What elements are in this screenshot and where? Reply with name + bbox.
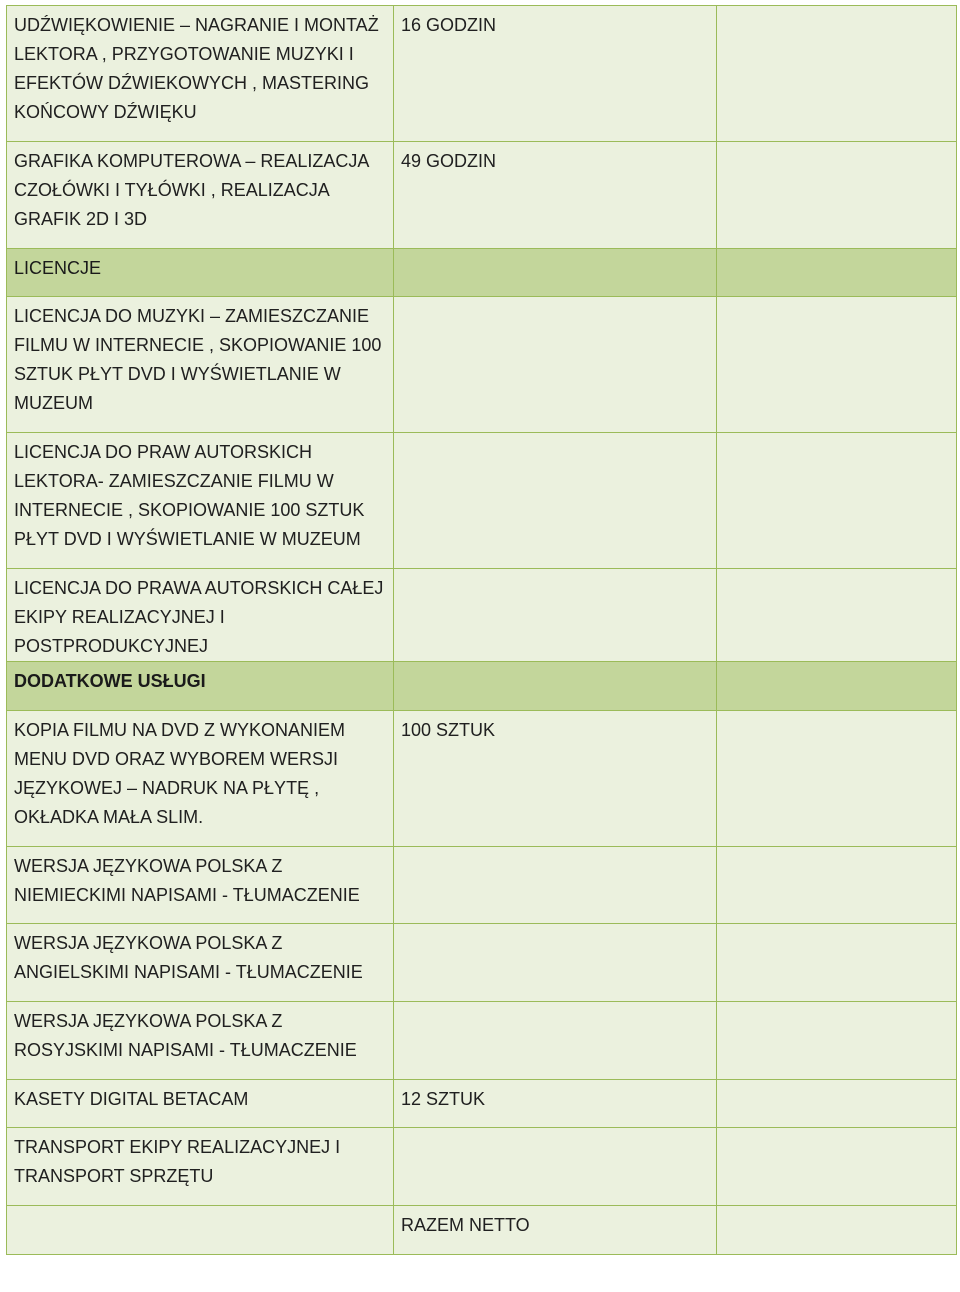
section-title: LICENCJE — [7, 249, 394, 297]
section-row-dodatkowe-uslugi — [7, 662, 957, 711]
quantity-cell: 49 GODZIN — [394, 142, 717, 249]
quantity-cell — [394, 1128, 717, 1206]
price-cell — [717, 1080, 957, 1128]
description-cell: WERSJA JĘZYKOWA POLSKA Z ROSYJSKIMI NAPISAMI - TŁUMACZENIE — [7, 1002, 394, 1080]
quantity-cell — [394, 924, 717, 1002]
table-row — [7, 433, 957, 569]
total-value — [717, 1206, 957, 1255]
description-cell: LICENCJA DO PRAWA AUTORSKICH CAŁEJ EKIPY REALIZACYJNEJ I POSTPRODUKCYJNEJ — [7, 569, 394, 662]
description-cell: TRANSPORT EKIPY REALIZACYJNEJ I TRANSPORT SPRZĘTU — [7, 1128, 394, 1206]
description-cell: GRAFIKA KOMPUTEROWA – REALIZACJA CZOŁÓWKI I TYŁÓWKI , REALIZACJA GRAFIK 2D I 3D — [7, 142, 394, 249]
description-cell: LICENCJA DO PRAW AUTORSKICH LEKTORA- ZAMIESZCZANIE FILMU W INTERNECIE , SKOPIOWANIE 100 SZTUK PŁYT DVD I WYŚWIETLANIE W MUZEUM — [7, 433, 394, 569]
quantity-cell: 12 SZTUK — [394, 1080, 717, 1128]
quantity-cell — [394, 569, 717, 662]
price-cell — [717, 297, 957, 433]
table-row — [7, 1080, 957, 1128]
quantity-cell — [394, 1002, 717, 1080]
price-cell — [717, 1002, 957, 1080]
cost-estimate-table — [6, 5, 957, 1255]
table-row — [7, 711, 957, 847]
table-row — [7, 569, 957, 662]
cost-estimate-table-body — [7, 6, 957, 1255]
quantity-cell — [394, 249, 717, 297]
price-cell — [717, 847, 957, 924]
price-cell — [717, 6, 957, 142]
quantity-cell: 16 GODZIN — [394, 6, 717, 142]
description-cell: KASETY DIGITAL BETACAM — [7, 1080, 394, 1128]
quantity-cell — [394, 433, 717, 569]
section-row-licencje — [7, 249, 957, 297]
price-cell — [717, 711, 957, 847]
price-cell — [717, 142, 957, 249]
price-cell — [717, 433, 957, 569]
table-row — [7, 142, 957, 249]
price-cell — [717, 924, 957, 1002]
price-cell — [717, 1128, 957, 1206]
quantity-cell — [394, 847, 717, 924]
quantity-cell: 100 SZTUK — [394, 711, 717, 847]
table-row — [7, 847, 957, 924]
price-cell — [717, 662, 957, 711]
description-cell — [7, 1206, 394, 1255]
quantity-cell — [394, 662, 717, 711]
price-cell — [717, 249, 957, 297]
total-label: RAZEM NETTO — [394, 1206, 717, 1255]
table-row — [7, 924, 957, 1002]
price-cell — [717, 569, 957, 662]
table-row — [7, 1002, 957, 1080]
description-cell: WERSJA JĘZYKOWA POLSKA Z NIEMIECKIMI NAPISAMI - TŁUMACZENIE — [7, 847, 394, 924]
description-cell: WERSJA JĘZYKOWA POLSKA Z ANGIELSKIMI NAPISAMI - TŁUMACZENIE — [7, 924, 394, 1002]
description-cell: UDŹWIĘKOWIENIE – NAGRANIE I MONTAŻ LEKTORA , PRZYGOTOWANIE MUZYKI I EFEKTÓW DŹWIEKOWYCH , MASTERING KOŃCOWY DŹWIĘKU — [7, 6, 394, 142]
description-cell: KOPIA FILMU NA DVD Z WYKONANIEM MENU DVD ORAZ WYBOREM WERSJI JĘZYKOWEJ – NADRUK NA PŁYTĘ , OKŁADKA MAŁA SLIM. — [7, 711, 394, 847]
description-cell: LICENCJA DO MUZYKI – ZAMIESZCZANIE FILMU W INTERNECIE , SKOPIOWANIE 100 SZTUK PŁYT DVD I WYŚWIETLANIE W MUZEUM — [7, 297, 394, 433]
total-row — [7, 1206, 957, 1255]
table-row — [7, 297, 957, 433]
section-title: DODATKOWE USŁUGI — [7, 662, 394, 711]
table-row — [7, 6, 957, 142]
quantity-cell — [394, 297, 717, 433]
table-row — [7, 1128, 957, 1206]
